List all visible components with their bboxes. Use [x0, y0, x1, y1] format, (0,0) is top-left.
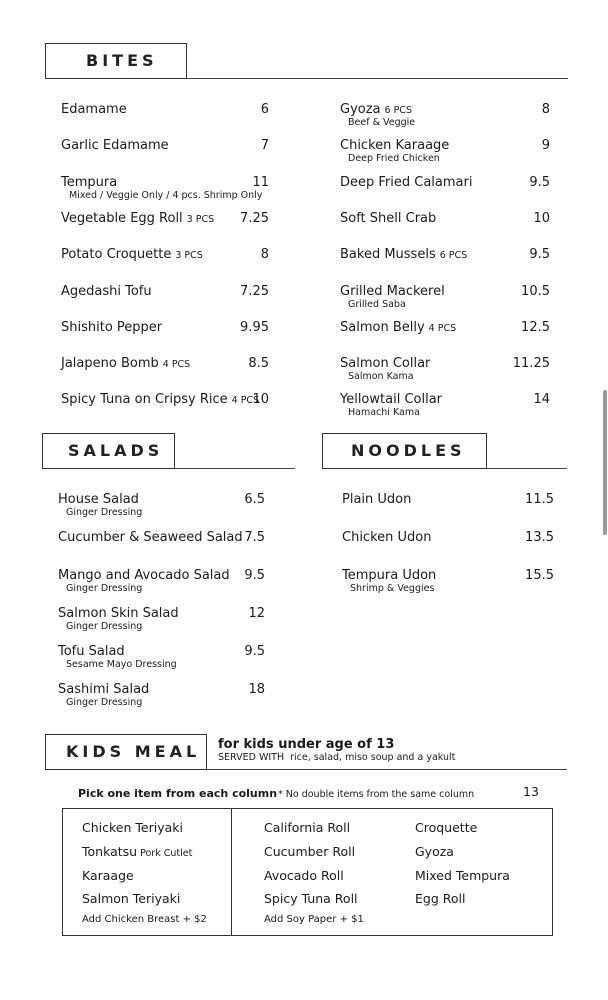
salad-item-description: Ginger Dressing: [66, 507, 143, 518]
bites-left-item-name: Garlic Edamame: [61, 138, 169, 154]
bites-left-item-size: 3 PCS: [186, 213, 215, 225]
salads-title: SALADS: [68, 441, 164, 460]
bites-right-item-name: Deep Fried Calamari: [340, 174, 473, 190]
bites-left-item: [61, 138, 169, 153]
bites-left-item-price: 7: [260, 138, 269, 154]
kids-served: [218, 752, 455, 763]
bites-right-item: [340, 284, 445, 310]
bites-left-item: [61, 284, 152, 299]
kids-rule: [207, 769, 567, 770]
bites-right-item-description: Deep Fried Chicken: [348, 153, 440, 165]
salad-item-name: Tofu Salad: [58, 644, 125, 659]
bites-left-item-name: Spicy Tuna on Cripsy Rice: [61, 392, 228, 408]
kids-served-label: SERVED WITH: [218, 752, 285, 763]
bites-left-item-size: 4 PCS: [162, 359, 191, 371]
page-scrollbar[interactable]: [603, 390, 607, 535]
noodle-item-name: Tempura Udon: [342, 568, 437, 583]
kids-col2-addon: Add Soy Paper + $1: [264, 914, 364, 925]
bites-right-item: [340, 247, 467, 262]
bites-left-item-price: 6: [260, 102, 269, 117]
bites-left-item: [61, 320, 162, 335]
bites-left-item: [61, 356, 190, 371]
bites-left-item-name: Shishito Pepper: [61, 319, 163, 335]
bites-right-item-description: Salmon Kama: [348, 371, 414, 383]
kids-col3-item-3: Mixed Tempura: [415, 868, 510, 883]
noodle-item-description: Shrimp & Veggies: [350, 583, 435, 594]
bites-right-item: [340, 320, 456, 335]
salad-item: [58, 568, 230, 594]
bites-right-item-price: 9: [541, 138, 550, 154]
bites-right-item-name: Gyoza: [340, 102, 381, 117]
bites-right-item-name: Salmon Belly: [340, 319, 425, 335]
kids-col3-item-1: Croquette: [415, 820, 478, 835]
salad-item-price: 9.5: [244, 644, 265, 659]
bites-left-item-name: Tempura: [61, 174, 118, 190]
kids-col3-item-4: Egg Roll: [415, 891, 466, 906]
noodle-item-price: 13.5: [525, 530, 554, 545]
bites-right-item-price: 10: [533, 210, 550, 226]
salad-item-description: Ginger Dressing: [66, 621, 143, 632]
kids-col1-item-2: [82, 844, 192, 859]
bites-right-item-price: 12.5: [521, 319, 550, 335]
bites-left-item-price: 8.5: [248, 356, 269, 372]
bites-left-item-description: Mixed / Veggie Only / 4 pcs. Shrimp Only: [69, 189, 263, 201]
noodle-item: [342, 568, 436, 594]
noodle-item-name: Chicken Udon: [342, 530, 432, 545]
kids-table-divider: [231, 808, 232, 936]
salad-item: [58, 606, 179, 632]
bites-left-item-price: 9.95: [240, 319, 269, 335]
kids-col1-item-2-name: Tonkatsu: [82, 844, 138, 859]
kids-col1-item-4: Salmon Teriyaki: [82, 891, 181, 906]
salad-item-name: Salmon Skin Salad: [58, 606, 179, 621]
kids-title: KIDS MEAL: [66, 742, 201, 761]
bites-right-item: [340, 175, 472, 190]
bites-left-item: [61, 247, 203, 262]
bites-right-item: [340, 392, 442, 418]
kids-subtitle: for kids under age of 13: [218, 737, 395, 752]
noodle-item-name: Plain Udon: [342, 492, 412, 507]
noodles-rule: [487, 468, 567, 469]
bites-right-item-price: 10.5: [521, 283, 550, 299]
kids-col3-item-2: Gyoza: [415, 844, 454, 859]
noodles-title: NOODLES: [351, 441, 466, 460]
kids-col2-item-3: Avocado Roll: [264, 868, 344, 883]
noodle-item-price: 11.5: [525, 492, 554, 507]
bites-right-item-description: Hamachi Kama: [348, 407, 420, 419]
noodle-item-price: 15.5: [525, 568, 554, 583]
bites-right-item-name: Salmon Collar: [340, 356, 431, 372]
salad-item: [58, 492, 142, 518]
bites-left-item-price: 8: [260, 247, 269, 263]
salad-item-price: 9.5: [244, 568, 265, 583]
bites-right-item-name: Baked Mussels: [340, 247, 436, 263]
bites-left-item: [61, 211, 214, 226]
salads-rule: [175, 468, 295, 469]
salad-item-price: 12: [248, 606, 265, 621]
noodle-item: [342, 492, 411, 507]
bites-left-item-name: Edamame: [61, 102, 127, 117]
kids-pick-note: * No double items from the same column: [278, 789, 475, 800]
bites-left-item-size: 4 PCS: [231, 395, 260, 407]
bites-right-item-name: Chicken Karaage: [340, 138, 450, 154]
salad-item: [58, 644, 177, 670]
bites-rule: [187, 78, 568, 79]
bites-left-item-price: 7.25: [240, 283, 269, 299]
bites-left-item-name: Vegetable Egg Roll: [61, 210, 183, 226]
noodle-item: [342, 530, 431, 545]
salad-item-name: Mango and Avocado Salad: [58, 568, 230, 583]
bites-right-item: [340, 356, 430, 382]
bites-right-item: [340, 102, 415, 128]
bites-right-item-size: 4 PCS: [428, 322, 457, 334]
kids-col1-addon: Add Chicken Breast + $2: [82, 914, 207, 925]
salad-item-name: Sashimi Salad: [58, 682, 150, 697]
bites-right-item-name: Soft Shell Crab: [340, 210, 437, 226]
kids-col1-item-3: Karaage: [82, 868, 134, 883]
bites-left-item-name: Jalapeno Bomb: [61, 356, 159, 372]
bites-left-item-size: 3 PCS: [175, 250, 203, 262]
bites-right-item-price: 14: [533, 392, 550, 408]
bites-left-item-price: 10: [252, 392, 269, 408]
bites-title: BITES: [86, 51, 158, 70]
bites-right-item-name: Grilled Mackerel: [340, 283, 445, 299]
bites-right-item-price: 11.25: [512, 356, 550, 372]
bites-right-item-name: Yellowtail Collar: [340, 392, 443, 408]
bites-right-item-size: 6 PCS: [384, 105, 412, 116]
bites-left-item-name: Agedashi Tofu: [61, 283, 152, 299]
bites-left-item: [61, 102, 127, 117]
bites-right-item-description: Grilled Saba: [348, 298, 406, 310]
bites-right-item-size: 6 PCS: [439, 250, 468, 262]
kids-col2-item-2: Cucumber Roll: [264, 844, 356, 859]
bites-right-item-price: 9.5: [529, 247, 550, 263]
bites-right-item: [340, 211, 436, 226]
salad-item-price: 6.5: [244, 492, 265, 507]
bites-right-item: [340, 138, 449, 164]
kids-col1-item-1: Chicken Teriyaki: [82, 820, 183, 835]
salad-item-description: Sesame Mayo Dressing: [66, 659, 177, 670]
bites-left-item-price: 11: [252, 174, 269, 190]
bites-left-item-price: 7.25: [240, 210, 269, 226]
salad-item: [58, 682, 149, 708]
bites-right-item-price: 8: [541, 102, 550, 117]
kids-col2-item-4: Spicy Tuna Roll: [264, 891, 358, 906]
salad-item-description: Ginger Dressing: [66, 697, 143, 708]
kids-served-items: rice, salad, miso soup and a yakult: [290, 752, 456, 763]
salad-item-description: Ginger Dressing: [66, 583, 143, 594]
salad-item-name: House Salad: [58, 492, 139, 507]
kids-col2-item-1: California Roll: [264, 820, 351, 835]
bites-right-item-description: Beef & Veggie: [348, 117, 416, 128]
salad-item-name: Cucumber & Seaweed Salad: [58, 530, 243, 545]
bites-left-item-name: Potato Croquette: [61, 247, 172, 263]
kids-col1-item-2-note: Pork Cutlet: [140, 848, 193, 859]
kids-price: 13: [523, 784, 539, 799]
salad-item-price: 18: [248, 682, 265, 697]
salad-item-price: 7.5: [244, 530, 265, 545]
bites-right-item-price: 9.5: [529, 174, 550, 190]
kids-pick-instruction: Pick one item from each column: [78, 787, 278, 800]
